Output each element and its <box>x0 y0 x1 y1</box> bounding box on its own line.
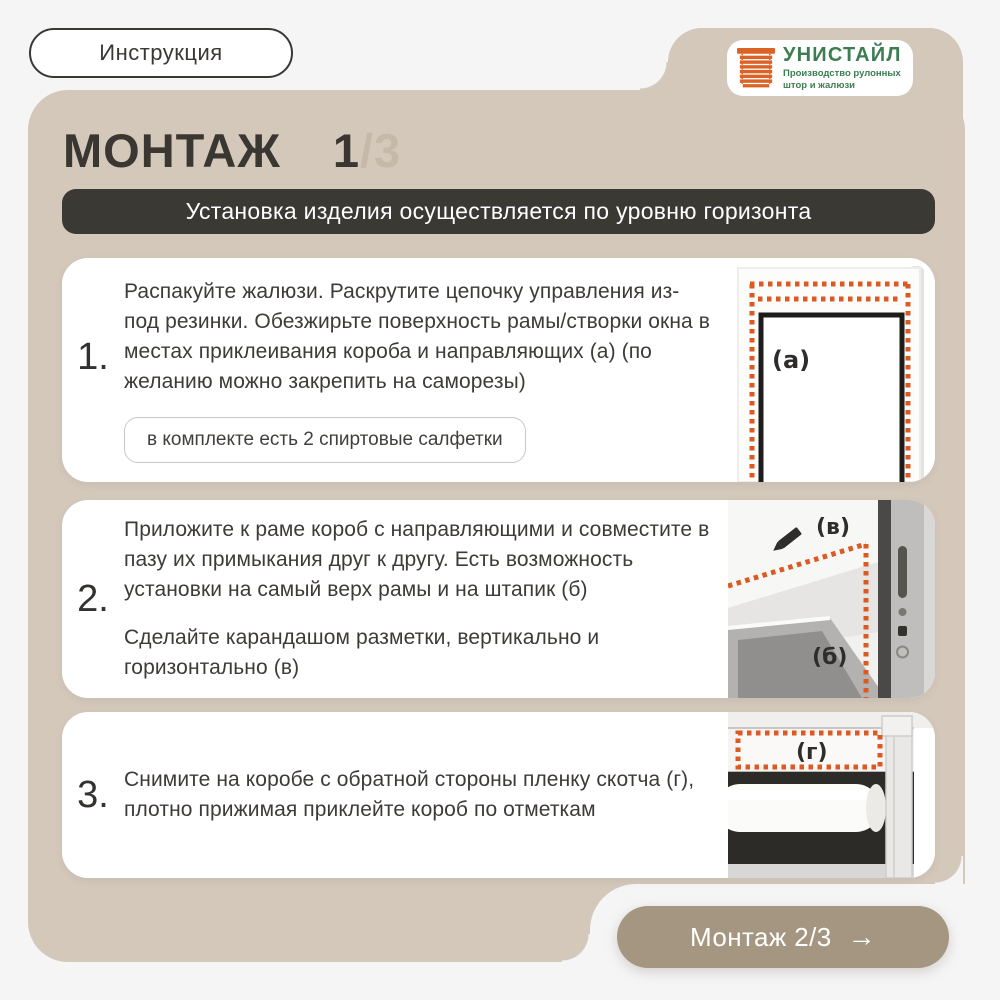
page-number-total: /3 <box>359 124 402 177</box>
logo-tagline: Производство рулонных штор и жалюзи <box>783 67 901 91</box>
step-2-content <box>124 500 728 698</box>
next-page-button[interactable] <box>617 906 949 968</box>
step-3-text: Снимите на коробе с обратной стороны пленку скотча (г), плотно прижимая приклейте короб по отметкам <box>124 767 695 821</box>
step-2-number: 2. <box>77 577 109 620</box>
logo-text <box>783 45 902 92</box>
window-frame-illustration <box>728 258 935 482</box>
page-number-current: 1 <box>332 124 360 177</box>
notch-fillet-top <box>935 856 963 884</box>
blinds-icon <box>737 48 775 88</box>
step-3-content <box>124 712 728 878</box>
tab-fillet <box>640 62 668 90</box>
cassette-tape-illustration <box>728 712 935 878</box>
logo-brand-name: УНИСТАЙЛ <box>783 43 902 66</box>
label-a: (а) <box>772 346 811 374</box>
step-card-3 <box>62 712 935 878</box>
label-v: (в) <box>816 515 851 540</box>
company-logo <box>727 40 913 96</box>
notch-fillet-left <box>562 934 590 962</box>
page-title <box>63 123 401 178</box>
level-banner-text: Установка изделия осуществляется по уровню горизонта <box>185 198 812 224</box>
step-2-text: Приложите к раме короб с направляющими и совместите в пазу их примыкания друг к другу. Есть возможность установки на самый верх рамы и на штапик (б) <box>124 517 710 601</box>
step-1-note: в комплекте есть 2 спиртовые салфетки <box>124 417 526 463</box>
frame-marking-illustration <box>728 500 935 698</box>
instruction-badge <box>29 28 293 78</box>
page-title-text: МОНТАЖ <box>63 124 281 177</box>
step-1-number: 1. <box>77 335 109 378</box>
step-1-text: Распакуйте жалюзи. Раскрутите цепочку управления из-под резинки. Обезжирьте поверхность рамы/створки окна в местах приклеивания короба и направляющих (а) (по желанию можно закрепить на саморезы) <box>124 279 711 394</box>
step-1-illustration <box>728 258 935 482</box>
step-1-content <box>124 258 728 482</box>
arrow-right-icon: → <box>847 921 876 952</box>
step-3-illustration <box>728 712 935 878</box>
step-2-illustration <box>728 500 935 698</box>
step-card-2 <box>62 500 935 698</box>
instruction-badge-label: Инструкция <box>99 40 223 65</box>
step-3-number: 3. <box>77 773 109 816</box>
level-banner <box>62 189 935 234</box>
step-card-1 <box>62 258 935 482</box>
step-2-text-2: Сделайте карандашом разметки, вертикально и горизонтально (в) <box>124 626 600 680</box>
next-page-label: Монтаж 2/3 <box>689 921 832 952</box>
label-b: (б) <box>812 645 848 670</box>
label-g: (г) <box>796 740 828 765</box>
